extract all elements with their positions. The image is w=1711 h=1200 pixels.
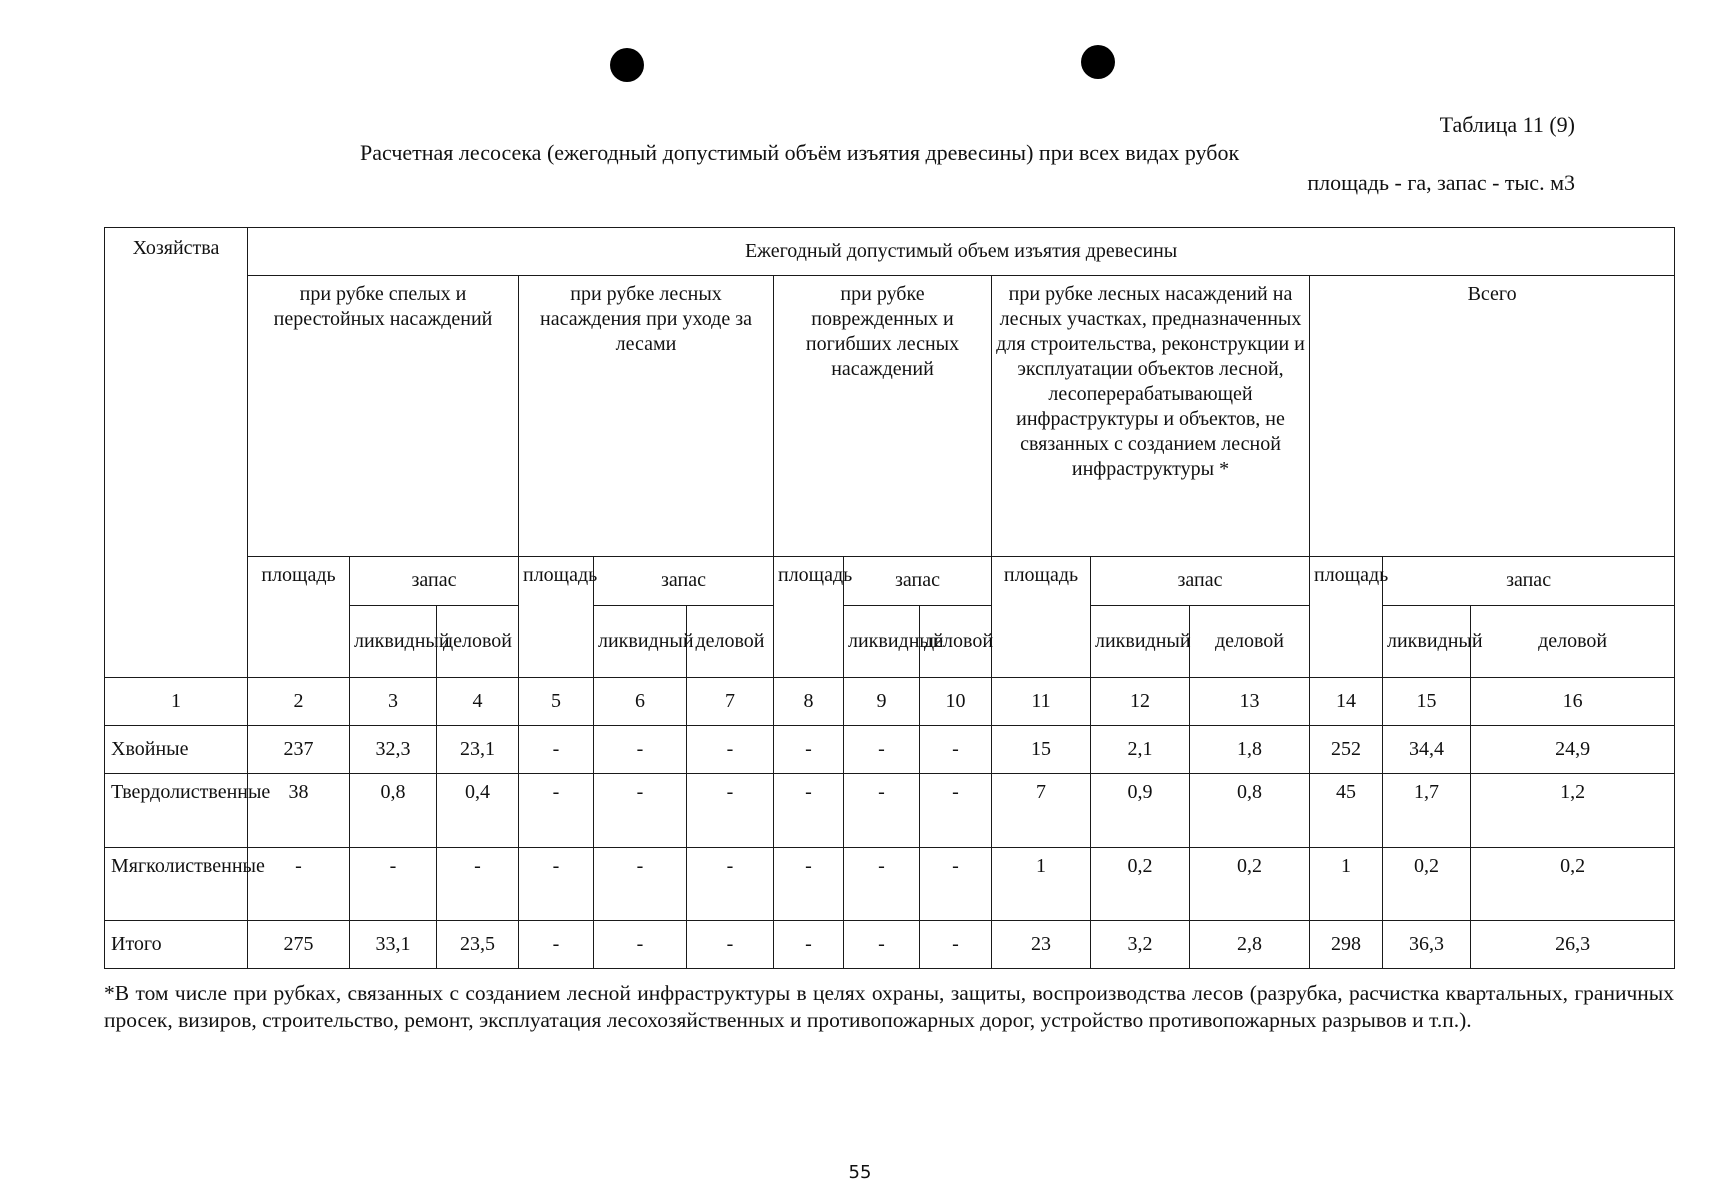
col-number: 8 bbox=[774, 677, 844, 725]
sub-liquid: ликвидный bbox=[350, 605, 437, 677]
stock-label: запас bbox=[594, 557, 774, 605]
table-cell: 36,3 bbox=[1383, 920, 1471, 968]
table-cell: 1 bbox=[992, 847, 1091, 920]
table-cell: 0,2 bbox=[1190, 847, 1310, 920]
column-number-row bbox=[105, 677, 1675, 725]
table-cell: - bbox=[437, 847, 519, 920]
table-cell: - bbox=[920, 920, 992, 968]
header-farms: Хозяйства bbox=[105, 228, 248, 678]
punch-hole-left bbox=[610, 48, 644, 82]
col-number: 12 bbox=[1091, 677, 1190, 725]
table-cell: 23,1 bbox=[437, 726, 519, 774]
table-cell: - bbox=[248, 847, 350, 920]
sub-business: деловой bbox=[687, 605, 774, 677]
col-number: 9 bbox=[844, 677, 920, 725]
table-cell: 0,8 bbox=[350, 774, 437, 847]
stock-label: запас bbox=[350, 557, 519, 605]
footnote: *В том числе при рубках, связанных с созданием лесной инфраструктуры в целях охраны, защиты, воспроизводства лесов (разрубка, расчистка квартальных, граничных просек, визиров, строительство, ремонт, эксплуатация лесохозяйственных и противопожарных дорог, устройство противопожарных разрывов и т.п.). bbox=[104, 981, 1674, 1033]
table-cell: 7 bbox=[992, 774, 1091, 847]
col-number: 7 bbox=[687, 677, 774, 725]
table-cell: - bbox=[594, 847, 687, 920]
col-number: 1 bbox=[105, 677, 248, 725]
table-cell: 23,5 bbox=[437, 920, 519, 968]
punch-hole-right bbox=[1081, 45, 1115, 79]
table-cell: 2,8 bbox=[1190, 920, 1310, 968]
table-cell: 1,7 bbox=[1383, 774, 1471, 847]
header-row-1 bbox=[105, 228, 1675, 276]
sub-business: деловой bbox=[920, 605, 992, 677]
table-cell: 32,3 bbox=[350, 726, 437, 774]
row-name: Твердолиственные bbox=[105, 774, 248, 847]
page-number: 55 bbox=[848, 1162, 872, 1183]
table-cell: - bbox=[844, 847, 920, 920]
table-cell: 0,2 bbox=[1471, 847, 1675, 920]
table-cell: 1 bbox=[1310, 847, 1383, 920]
table-cell: - bbox=[594, 726, 687, 774]
table-row bbox=[105, 726, 1675, 774]
col-number: 16 bbox=[1471, 677, 1675, 725]
table-cell: 298 bbox=[1310, 920, 1383, 968]
table-cell: 3,2 bbox=[1091, 920, 1190, 968]
col-number: 5 bbox=[519, 677, 594, 725]
table-cell: - bbox=[519, 726, 594, 774]
table-cell: 1,8 bbox=[1190, 726, 1310, 774]
stock-label: запас bbox=[1383, 557, 1675, 605]
table-title: Расчетная лесосека (ежегодный допустимый объём изъятия древесины) при всех видах рубок bbox=[360, 140, 1240, 165]
group-total: Всего bbox=[1310, 276, 1675, 557]
table-cell: 237 bbox=[248, 726, 350, 774]
table-cell: 26,3 bbox=[1471, 920, 1675, 968]
table-cell: - bbox=[774, 726, 844, 774]
sub-liquid: ликвидный bbox=[844, 605, 920, 677]
col-number: 11 bbox=[992, 677, 1091, 725]
table-cell: 0,9 bbox=[1091, 774, 1190, 847]
table-cell: 0,4 bbox=[437, 774, 519, 847]
sub-business: деловой bbox=[1471, 605, 1675, 677]
header-annual-volume: Ежегодный допустимый объем изъятия древесины bbox=[248, 228, 1675, 276]
col-number: 10 bbox=[920, 677, 992, 725]
group-construction-plots: при рубке лесных насаждений на лесных участках, предназначенных для строительства, реконструкции и эксплуатации объектов лесной, лесоперерабатывающей инфраструктуры и объектов, не связанных с созданием лесной инфраструктуры * bbox=[992, 276, 1310, 557]
table-row bbox=[105, 920, 1675, 968]
sub-liquid: ликвидный bbox=[1383, 605, 1471, 677]
group-care-cutting: при рубке лесных насаждения при уходе за лесами bbox=[519, 276, 774, 557]
data-rows bbox=[105, 726, 1675, 969]
sub-business: деловой bbox=[437, 605, 519, 677]
table-cell: - bbox=[774, 847, 844, 920]
table-cell: - bbox=[920, 847, 992, 920]
stock-label: запас bbox=[844, 557, 992, 605]
table-cell: 15 bbox=[992, 726, 1091, 774]
table-cell: - bbox=[594, 920, 687, 968]
table-cell: - bbox=[844, 774, 920, 847]
header-row-2 bbox=[105, 276, 1675, 557]
area-label: площадь bbox=[992, 557, 1091, 677]
table-number: Таблица 11 (9) bbox=[1439, 112, 1575, 137]
table-cell: - bbox=[519, 774, 594, 847]
table-cell: - bbox=[519, 920, 594, 968]
table-cell: - bbox=[519, 847, 594, 920]
area-label: площадь bbox=[248, 557, 350, 677]
table-cell: 23 bbox=[992, 920, 1091, 968]
table-cell: 24,9 bbox=[1471, 726, 1675, 774]
sub-liquid: ликвидный bbox=[594, 605, 687, 677]
col-number: 4 bbox=[437, 677, 519, 725]
table-row bbox=[105, 847, 1675, 920]
table-cell: - bbox=[844, 920, 920, 968]
allowable-cut-table bbox=[104, 227, 1675, 969]
table-cell: - bbox=[687, 726, 774, 774]
col-number: 2 bbox=[248, 677, 350, 725]
table-cell: 2,1 bbox=[1091, 726, 1190, 774]
table-cell: 1,2 bbox=[1471, 774, 1675, 847]
col-number: 3 bbox=[350, 677, 437, 725]
table-cell: 0,2 bbox=[1383, 847, 1471, 920]
area-label: площадь bbox=[519, 557, 594, 677]
table-cell: - bbox=[350, 847, 437, 920]
row-name: Мягколиственные bbox=[105, 847, 248, 920]
header-row-3 bbox=[105, 557, 1675, 605]
col-number: 13 bbox=[1190, 677, 1310, 725]
table-cell: - bbox=[687, 920, 774, 968]
col-number: 6 bbox=[594, 677, 687, 725]
table-row bbox=[105, 774, 1675, 847]
area-label: площадь bbox=[1310, 557, 1383, 677]
col-number: 14 bbox=[1310, 677, 1383, 725]
table-cell: - bbox=[920, 774, 992, 847]
table-cell: 0,8 bbox=[1190, 774, 1310, 847]
table-cell: - bbox=[844, 726, 920, 774]
table-cell: 0,2 bbox=[1091, 847, 1190, 920]
table-cell: 275 bbox=[248, 920, 350, 968]
row-name: Итого bbox=[105, 920, 248, 968]
group-damaged-stands: при рубке поврежденных и погибших лесных насаждений bbox=[774, 276, 992, 557]
sub-liquid: ликвидный bbox=[1091, 605, 1190, 677]
table-cell: - bbox=[687, 774, 774, 847]
table-cell: - bbox=[774, 774, 844, 847]
col-number: 15 bbox=[1383, 677, 1471, 725]
group-mature-stands: при рубке спелых и перестойных насаждений bbox=[248, 276, 519, 557]
table-cell: 252 bbox=[1310, 726, 1383, 774]
units-note: площадь - га, запас - тыс. м3 bbox=[1307, 170, 1575, 195]
table-cell: - bbox=[687, 847, 774, 920]
area-label: площадь bbox=[774, 557, 844, 677]
row-name: Хвойные bbox=[105, 726, 248, 774]
table-cell: 34,4 bbox=[1383, 726, 1471, 774]
table-cell: 38 bbox=[248, 774, 350, 847]
stock-label: запас bbox=[1091, 557, 1310, 605]
table-cell: - bbox=[594, 774, 687, 847]
table-cell: 45 bbox=[1310, 774, 1383, 847]
sub-business: деловой bbox=[1190, 605, 1310, 677]
table-cell: - bbox=[920, 726, 992, 774]
table-cell: 33,1 bbox=[350, 920, 437, 968]
table-cell: - bbox=[774, 920, 844, 968]
